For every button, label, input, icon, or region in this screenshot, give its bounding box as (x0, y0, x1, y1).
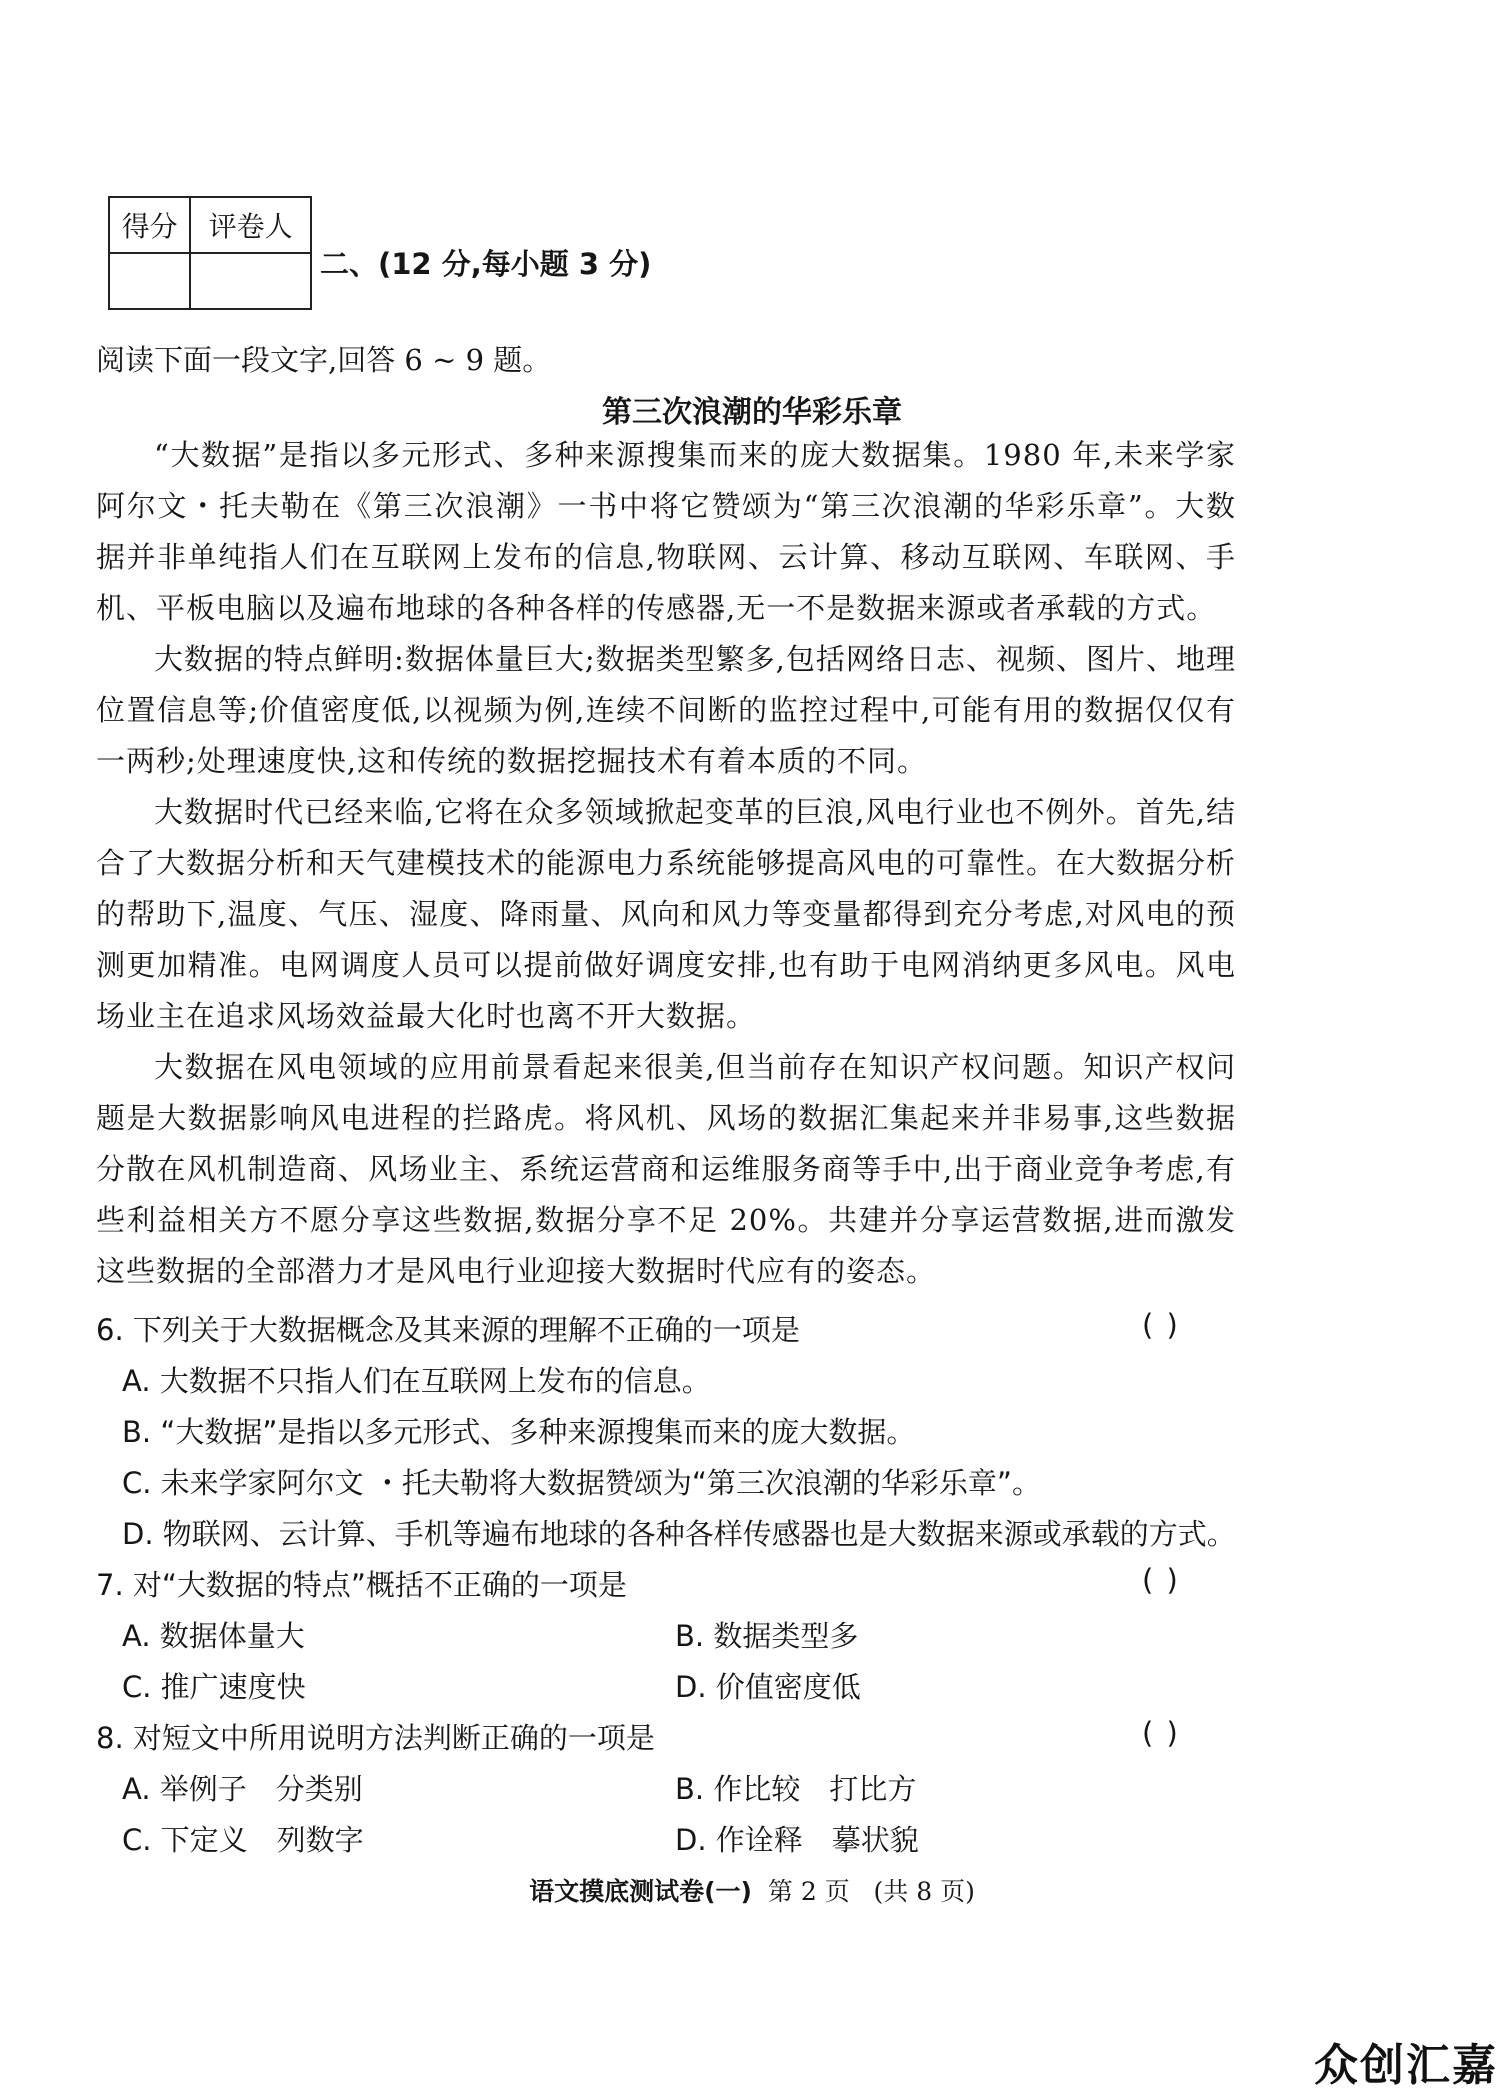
watermark: 众创汇嘉 (1314, 2040, 1498, 2091)
question-7-option-a: A. 数据体量大 (122, 1619, 305, 1653)
passage-paragraph-3: 大数据时代已经来临,它将在众多领域掀起变革的巨浪,风电行业也不例外。首先,结合了大数据分析和天气建模技术的能源电力系统能够提高风电的可靠性。在大数据分析的帮助下,温度、气压、湿度、降雨量、风向和风力等变量都得到充分考虑,对风电的预测更加精准。电网调度人员可以提前做好调度安排,也有助于电网消纳更多风电。风电场业主在追求风场效益最大化时也离不开大数据。 (96, 795, 1237, 1033)
question-6-option-d: D. 物联网、云计算、手机等遍布地球的各种各样传感器也是大数据来源或承载的方式。 (122, 1517, 1236, 1551)
score-label: 得分 (109, 197, 190, 253)
grader-label: 评卷人 (190, 197, 311, 253)
score-cell (109, 253, 190, 309)
reading-instruction: 阅读下面一段文字,回答 6 ~ 9 题。 (96, 343, 552, 377)
footer-total: (共 8 页) (873, 1877, 975, 1906)
question-6-stem: 6. 下列关于大数据概念及其来源的理解不正确的一项是 (96, 1313, 800, 1347)
section-heading: 二、(12 分,每小题 3 分) (320, 247, 652, 281)
question-8-stem: 8. 对短文中所用说明方法判断正确的一项是 (96, 1721, 655, 1755)
question-7-stem: 7. 对“大数据的特点”概括不正确的一项是 (96, 1568, 627, 1602)
question-6-option-a: A. 大数据不只指人们在互联网上发布的信息。 (122, 1364, 711, 1398)
question-7-option-c: C. 推广速度快 (122, 1670, 306, 1704)
question-8-answer-blank: ( ) (1142, 1716, 1180, 1750)
passage-paragraph-2: 大数据的特点鲜明:数据体量巨大;数据类型繁多,包括网络日志、视频、图片、地理位置信息等;价值密度低,以视频为例,连续不间断的监控过程中,可能有用的数据仅仅有一两秒;处理速度快,这和传统的数据挖掘技术有着本质的不同。 (96, 642, 1236, 778)
footer-title: 语文摸底测试卷(一) (529, 1877, 752, 1906)
question-6-answer-blank: ( ) (1142, 1308, 1180, 1342)
question-6-option-b: B. “大数据”是指以多元形式、多种来源搜集而来的庞大数据。 (122, 1415, 916, 1449)
question-8-option-c: C. 下定义 列数字 (122, 1823, 364, 1857)
passage-paragraph-4: 大数据在风电领域的应用前景看起来很美,但当前存在知识产权问题。知识产权问题是大数据影响风电进程的拦路虎。将风机、风场的数据汇集起来并非易事,这些数据分散在风机制造商、风场业主、系统运营商和运维服务商等手中,出于商业竞争考虑,有些利益相关方不愿分享这些数据,数据分享不足 20%。共建并分享运营数据,进而激发这些数据的全部潜力才是风电行业迎接大数据时代应有的姿态。 (96, 1050, 1236, 1288)
score-table (108, 196, 312, 310)
question-6-option-c: C. 未来学家阿尔文 ・托夫勒将大数据赞颂为“第三次浪潮的华彩乐章”。 (122, 1466, 1041, 1500)
passage-paragraph-1: “大数据”是指以多元形式、多种来源搜集而来的庞大数据集。1980 年,未来学家阿尔文・托夫勒在《第三次浪潮》一书中将它赞颂为“第三次浪潮的华彩乐章”。大数据并非单纯指人们在互联网上发布的信息,物联网、云计算、移动互联网、车联网、手机、平板电脑以及遍布地球的各种各样的传感器,无一不是数据来源或者承载的方式。 (96, 438, 1236, 625)
question-8-option-a: A. 举例子 分类别 (122, 1772, 363, 1806)
question-8-option-b: B. 作比较 打比方 (675, 1772, 917, 1806)
passage-title: 第三次浪潮的华彩乐章 (602, 395, 902, 430)
question-8-option-d: D. 作诠释 摹状貌 (675, 1823, 919, 1857)
page-footer (0, 1872, 1504, 1908)
question-7-option-b: B. 数据类型多 (675, 1619, 859, 1653)
footer-page: 第 2 页 (767, 1877, 850, 1906)
grader-cell (190, 253, 311, 309)
question-7-option-d: D. 价值密度低 (675, 1670, 861, 1704)
question-7-answer-blank: ( ) (1142, 1563, 1180, 1597)
